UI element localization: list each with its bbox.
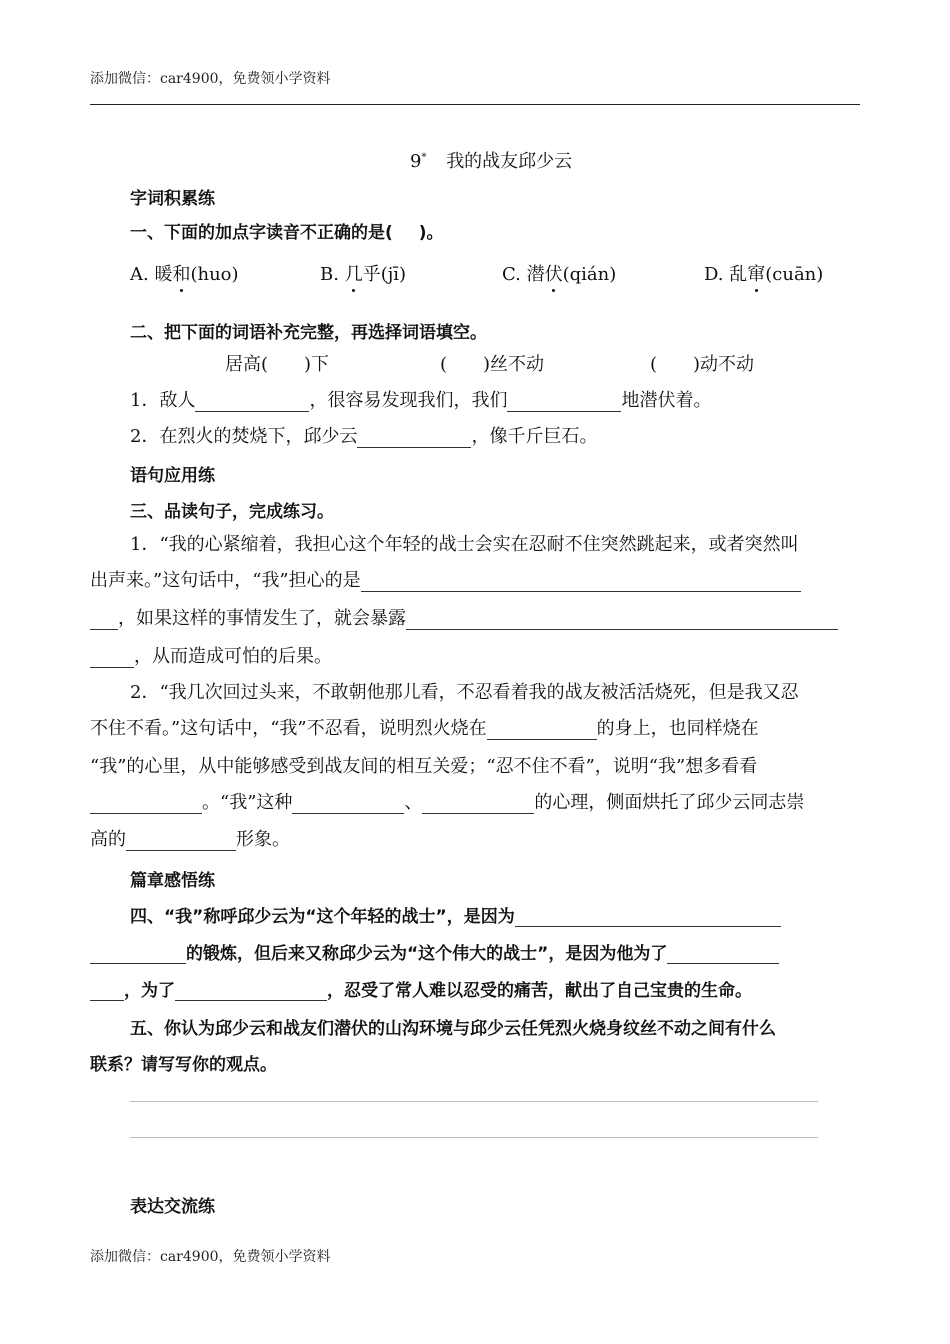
fill-blank[interactable]: [357, 429, 471, 448]
q3-p1-line1: 1．“我的心紧缩着，我担心这个年轻的战士会实在忍耐不住突然跳起来，或者突然叫: [130, 534, 799, 555]
page-footer: 添加微信：car4900，免费领小学资料: [90, 1249, 331, 1265]
lesson-number: 9: [410, 151, 422, 172]
question-3-stem: 三、品读句子，完成练习。: [130, 502, 334, 522]
section-heading: 篇章感悟练: [130, 871, 215, 891]
word-blank-3[interactable]: ( )动不动: [650, 354, 755, 375]
lesson-star: *: [421, 152, 427, 163]
question-4-line1: 四、“我”称呼邱少云为“这个年轻的战士”，是因为: [130, 902, 781, 927]
fill-blank[interactable]: [90, 649, 134, 668]
option-d[interactable]: D. 乱窜(cuān): [704, 264, 824, 285]
section-heading: 表达交流练: [130, 1197, 215, 1217]
option-b[interactable]: B. 几乎(jī): [320, 264, 407, 285]
question-4-line2: 的锻炼，但后来又称邱少云为“这个伟大的战士”，是因为他为了: [90, 939, 779, 964]
fill-blank[interactable]: [126, 832, 236, 851]
option-a[interactable]: A. 暖和(huo): [130, 264, 239, 285]
section-heading: 字词积累练: [130, 189, 215, 209]
q3-p2-line2: 不住不看。”这句话中，“我”不忍看，说明烈火烧在 的身上，也同样烧在: [90, 718, 759, 739]
q3-p2-line1: 2．“我几次回过头来，不敢朝他那儿看，不忍看着我的战友被活活烧死，但是我又忍: [130, 682, 799, 703]
q3-p2-line5: 高的 形象。: [90, 829, 290, 850]
q3-p1-line4: ，从而造成可怕的后果。: [90, 646, 332, 668]
fill-sentence-1: 1．敌人 ，很容易发现我们，我们 地潜伏着。: [130, 390, 712, 411]
fill-blank[interactable]: [361, 573, 801, 592]
q3-p1-line3: ，如果这样的事情发生了，就会暴露: [90, 608, 838, 630]
q3-p2-line3: “我”的心里，从中能够感受到战友间的相互关爱；“忍不住不看”，说明“我”想多看看: [90, 756, 758, 777]
fill-blank[interactable]: [90, 611, 118, 630]
fill-blank[interactable]: [406, 611, 838, 630]
question-4-line3: ，为了 ，忍受了常人难以忍受的痛苦，献出了自己宝贵的生命。: [90, 976, 752, 1001]
fill-blank[interactable]: [487, 721, 597, 740]
header-rule: [90, 104, 860, 105]
question-5-line2: 联系？请写写你的观点。: [90, 1055, 277, 1075]
fill-sentence-2: 2．在烈火的焚烧下，邱少云 ，像千斤巨石。: [130, 426, 598, 447]
option-c[interactable]: C. 潜伏(qián): [502, 264, 617, 285]
fill-blank[interactable]: [175, 982, 327, 1001]
fill-blank[interactable]: [195, 393, 309, 412]
answer-line[interactable]: [130, 1137, 818, 1138]
question-5-line1: 五、你认为邱少云和战友们潜伏的山沟环境与邱少云任凭烈火烧身纹丝不动之间有什么: [130, 1019, 776, 1039]
word-blank-1[interactable]: 居高( )下: [225, 354, 330, 375]
fill-blank[interactable]: [515, 908, 781, 927]
question-2-stem: 二、把下面的词语补充完整，再选择词语填空。: [130, 323, 487, 343]
question-1-stem: 一、下面的加点字读音不正确的是( )。: [130, 223, 444, 243]
lesson-title-text: 我的战友邱少云: [446, 151, 573, 172]
page-header: 添加微信：car4900，免费领小学资料: [90, 71, 331, 87]
q3-p1-line2: 出声来。”这句话中，“我”担心的是: [90, 570, 801, 592]
fill-blank[interactable]: [90, 982, 124, 1001]
fill-blank[interactable]: [507, 393, 621, 412]
q3-p2-line4: 。“我”这种 、 的心理，侧面烘托了邱少云同志崇: [90, 792, 804, 814]
section-heading: 语句应用练: [130, 466, 215, 486]
lesson-title: [410, 147, 572, 173]
fill-blank[interactable]: [90, 795, 202, 814]
fill-blank[interactable]: [667, 945, 779, 964]
word-blank-2[interactable]: ( )丝不动: [440, 354, 545, 375]
fill-blank[interactable]: [292, 795, 404, 814]
answer-line[interactable]: [130, 1101, 818, 1102]
fill-blank[interactable]: [90, 945, 186, 964]
fill-blank[interactable]: [422, 795, 534, 814]
